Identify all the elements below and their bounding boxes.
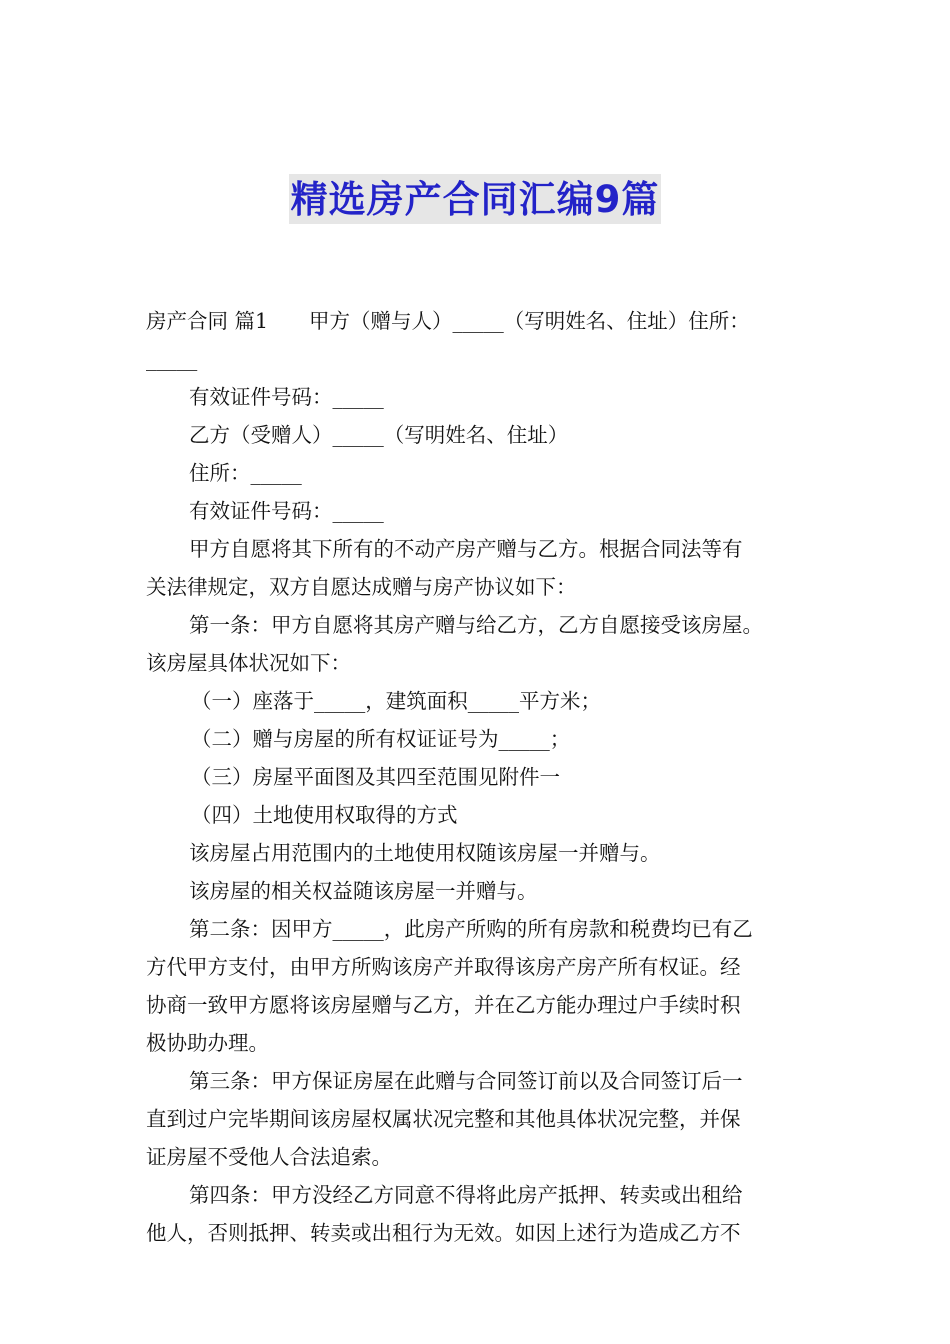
paragraph-line: 乙方（受赠人）_____（写明姓名、住址） — [189, 423, 569, 447]
paragraph-line: （二）赠与房屋的所有权证证号为_____； — [191, 727, 571, 751]
paragraph-line: 证房屋不受他人合法追索。 — [146, 1145, 392, 1169]
paragraph-line: 甲方自愿将其下所有的不动产房产赠与乙方。根据合同法等有 — [189, 537, 743, 561]
paragraph-line: 房产合同 篇1 甲方（赠与人）_____（写明姓名、住址）住所： — [146, 309, 750, 333]
paragraph-line: 协商一致甲方愿将该房屋赠与乙方，并在乙方能办理过户手续时积 — [146, 993, 741, 1017]
paragraph-line: 该房屋的相关权益随该房屋一并赠与。 — [189, 879, 538, 903]
paragraph-line: 该房屋具体状况如下： — [146, 651, 351, 675]
paragraph-line: 第三条：甲方保证房屋在此赠与合同签订前以及合同签订后一 — [189, 1069, 743, 1093]
paragraph-line: 第四条：甲方没经乙方同意不得将此房产抵押、转卖或出租给 — [189, 1183, 743, 1207]
paragraph-line: （一）座落于_____，建筑面积_____平方米； — [191, 689, 601, 713]
paragraph-line: 住所：_____ — [189, 461, 302, 485]
paragraph-line: 极协助办理。 — [146, 1031, 269, 1055]
paragraph-line: 他人，否则抵押、转卖或出租行为无效。如因上述行为造成乙方不 — [146, 1221, 741, 1245]
paragraph-line: （三）房屋平面图及其四至范围见附件一 — [191, 765, 560, 789]
paragraph-line: 有效证件号码：_____ — [189, 499, 384, 523]
paragraph-line: 第一条：甲方自愿将其房产赠与给乙方，乙方自愿接受该房屋。 — [189, 613, 763, 637]
paragraph-line: 关法律规定，双方自愿达成赠与房产协议如下： — [146, 575, 577, 599]
paragraph-line: 方代甲方支付，由甲方所购该房产并取得该房产房产所有权证。经 — [146, 955, 741, 979]
paragraph-line: 直到过户完毕期间该房屋权属状况完整和其他具体状况完整，并保 — [146, 1107, 741, 1131]
document-body — [146, 302, 818, 1252]
paragraph-line: （四）土地使用权取得的方式 — [191, 803, 458, 827]
paragraph-line: 有效证件号码：_____ — [189, 385, 384, 409]
title-container — [0, 174, 950, 224]
paragraph-line: _____ — [146, 347, 198, 371]
paragraph-line: 第二条：因甲方_____，此房产所购的所有房款和税费均已有乙 — [189, 917, 753, 941]
paragraph-line: 该房屋占用范围内的土地使用权随该房屋一并赠与。 — [189, 841, 661, 865]
document-title: 精选房产合同汇编9篇 — [289, 174, 662, 224]
